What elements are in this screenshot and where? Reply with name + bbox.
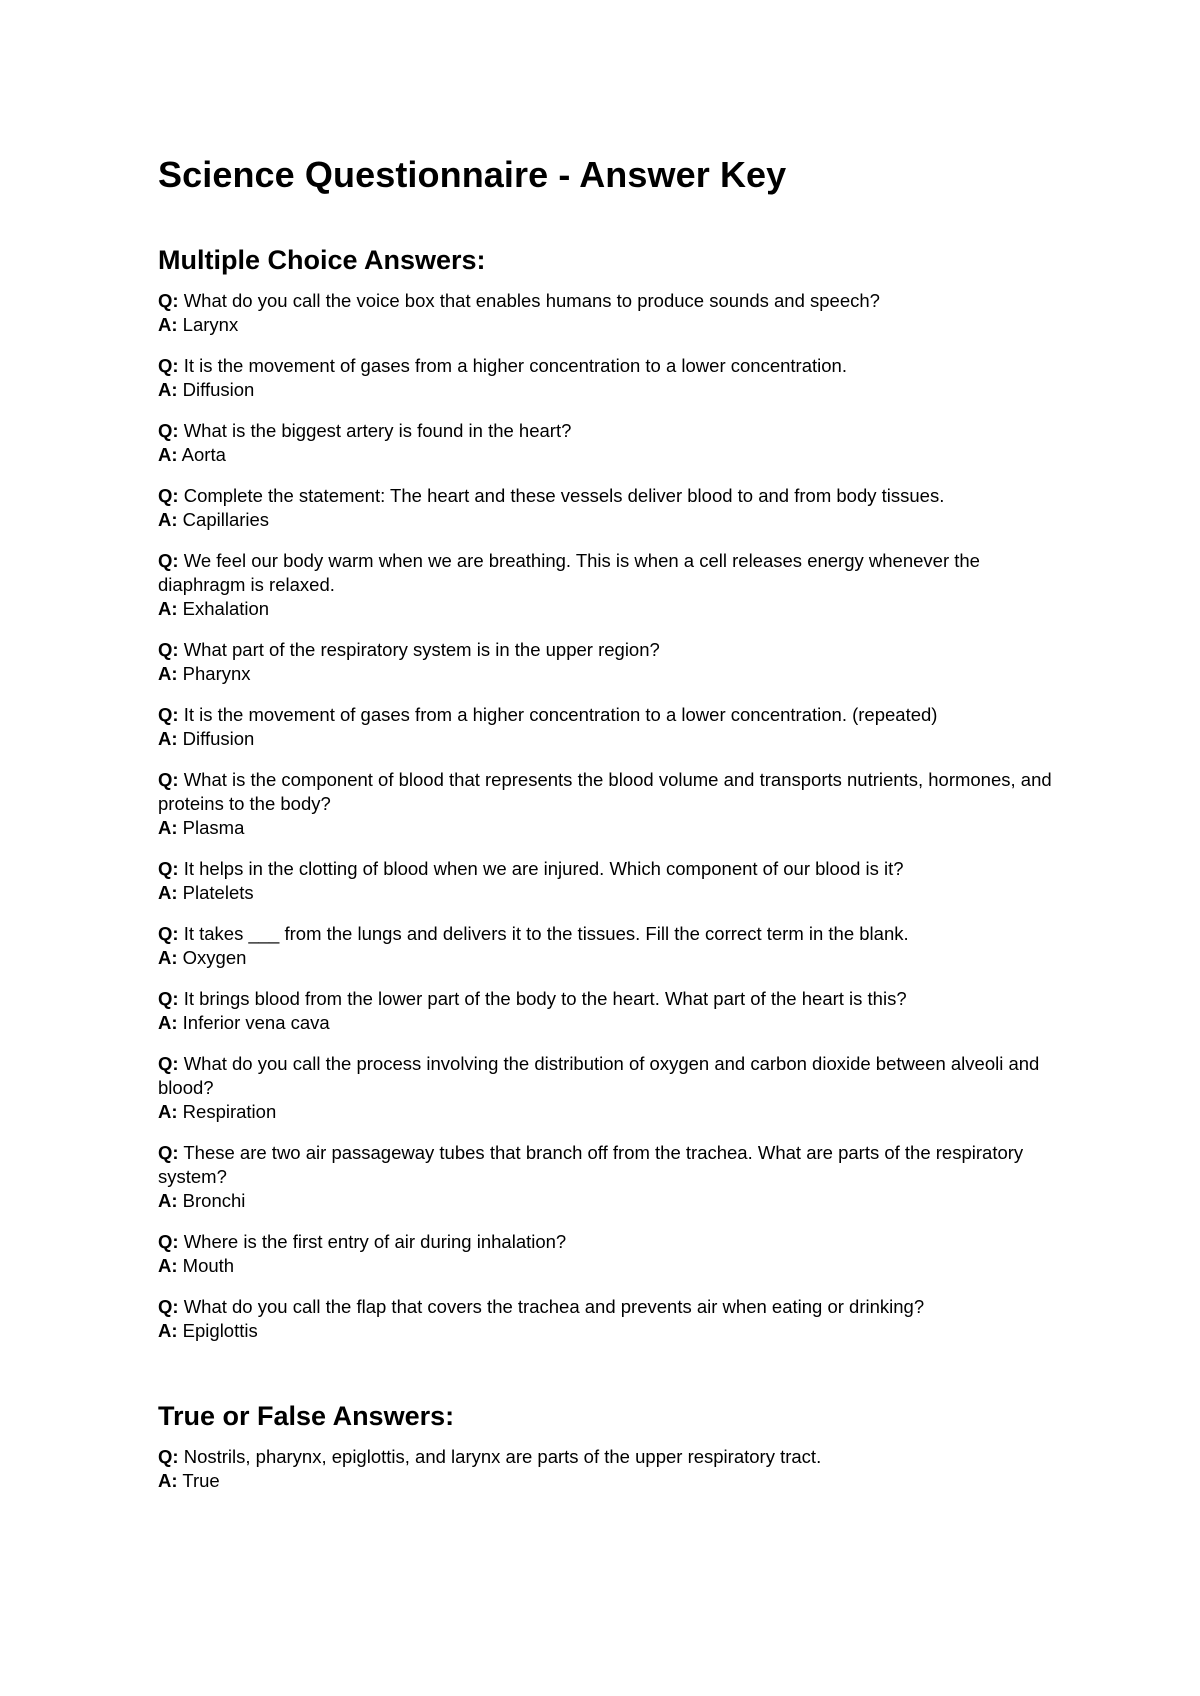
question-text: It is the movement of gases from a higher concentration to a lower concentration. bbox=[183, 355, 847, 376]
question-text: Nostrils, pharynx, epiglottis, and larynx are parts of the upper respiratory tract. bbox=[183, 1446, 822, 1467]
answer-text: Aorta bbox=[181, 444, 226, 465]
answer-label: A: bbox=[158, 1101, 178, 1122]
question-text: What is the component of blood that represents the blood volume and transports nutrients, hormones, and proteins to the body? bbox=[158, 769, 1052, 814]
answer-text: Oxygen bbox=[182, 947, 247, 968]
answer-text: Diffusion bbox=[182, 379, 255, 400]
answer-text: Larynx bbox=[182, 314, 239, 335]
answer-label: A: bbox=[158, 314, 178, 335]
qa-item bbox=[158, 638, 1058, 686]
answer-line bbox=[158, 1319, 1058, 1343]
answer-label: A: bbox=[158, 598, 178, 619]
answer-line bbox=[158, 881, 1058, 905]
true-false-list bbox=[158, 1445, 1058, 1493]
question-line bbox=[158, 1052, 1058, 1100]
answer-line bbox=[158, 508, 1058, 532]
question-line bbox=[158, 922, 1058, 946]
question-label: Q: bbox=[158, 988, 179, 1009]
answer-text: Plasma bbox=[182, 817, 245, 838]
question-label: Q: bbox=[158, 290, 179, 311]
question-line bbox=[158, 1230, 1058, 1254]
qa-item bbox=[158, 549, 1058, 621]
answer-line bbox=[158, 1254, 1058, 1278]
question-label: Q: bbox=[158, 1142, 179, 1163]
question-label: Q: bbox=[158, 769, 179, 790]
qa-item bbox=[158, 922, 1058, 970]
answer-label: A: bbox=[158, 1012, 178, 1033]
answer-line bbox=[158, 816, 1058, 840]
answer-label: A: bbox=[158, 947, 178, 968]
question-label: Q: bbox=[158, 639, 179, 660]
answer-text: Mouth bbox=[182, 1255, 235, 1276]
question-line bbox=[158, 857, 1058, 881]
qa-item bbox=[158, 1445, 1058, 1493]
qa-item bbox=[158, 987, 1058, 1035]
question-text: It brings blood from the lower part of the body to the heart. What part of the heart is this? bbox=[183, 988, 907, 1009]
answer-line bbox=[158, 378, 1058, 402]
answer-label: A: bbox=[158, 1470, 178, 1491]
question-text: What is the biggest artery is found in the heart? bbox=[183, 420, 572, 441]
answer-line bbox=[158, 1189, 1058, 1213]
answer-line bbox=[158, 313, 1058, 337]
qa-item bbox=[158, 857, 1058, 905]
question-line bbox=[158, 354, 1058, 378]
qa-item bbox=[158, 1141, 1058, 1213]
answer-text: Exhalation bbox=[182, 598, 270, 619]
question-text: What do you call the flap that covers the trachea and prevents air when eating or drinking? bbox=[183, 1296, 925, 1317]
question-text: What do you call the process involving the distribution of oxygen and carbon dioxide between alveoli and blood? bbox=[158, 1053, 1040, 1098]
answer-label: A: bbox=[158, 882, 178, 903]
answer-text: Epiglottis bbox=[182, 1320, 258, 1341]
question-line bbox=[158, 1141, 1058, 1189]
question-text: Complete the statement: The heart and these vessels deliver blood to and from body tissues. bbox=[183, 485, 945, 506]
answer-line bbox=[158, 1469, 1058, 1493]
answer-text: Pharynx bbox=[182, 663, 251, 684]
answer-line bbox=[158, 946, 1058, 970]
qa-item bbox=[158, 1052, 1058, 1124]
question-line bbox=[158, 768, 1058, 816]
question-text: Where is the first entry of air during inhalation? bbox=[183, 1231, 567, 1252]
question-line bbox=[158, 419, 1058, 443]
answer-label: A: bbox=[158, 1190, 178, 1211]
true-false-heading: True or False Answers: bbox=[158, 1401, 455, 1431]
answer-text: Inferior vena cava bbox=[182, 1012, 330, 1033]
question-line bbox=[158, 549, 1058, 597]
question-label: Q: bbox=[158, 1053, 179, 1074]
multiple-choice-heading: Multiple Choice Answers: bbox=[158, 245, 486, 275]
question-label: Q: bbox=[158, 923, 179, 944]
question-label: Q: bbox=[158, 485, 179, 506]
qa-item bbox=[158, 354, 1058, 402]
question-text: What do you call the voice box that enables humans to produce sounds and speech? bbox=[183, 290, 880, 311]
qa-item bbox=[158, 289, 1058, 337]
question-line bbox=[158, 987, 1058, 1011]
answer-line bbox=[158, 1011, 1058, 1035]
question-label: Q: bbox=[158, 1296, 179, 1317]
answer-line bbox=[158, 727, 1058, 751]
question-label: Q: bbox=[158, 420, 179, 441]
answer-line bbox=[158, 443, 1058, 467]
qa-item bbox=[158, 703, 1058, 751]
answer-label: A: bbox=[158, 817, 178, 838]
answer-label: A: bbox=[158, 1255, 178, 1276]
document-page bbox=[158, 154, 1058, 1510]
question-line bbox=[158, 289, 1058, 313]
answer-label: A: bbox=[158, 663, 178, 684]
question-label: Q: bbox=[158, 355, 179, 376]
question-label: Q: bbox=[158, 1446, 179, 1467]
multiple-choice-list bbox=[158, 289, 1058, 1343]
answer-line bbox=[158, 1100, 1058, 1124]
question-line bbox=[158, 1295, 1058, 1319]
qa-item bbox=[158, 768, 1058, 840]
qa-item bbox=[158, 484, 1058, 532]
question-line bbox=[158, 1445, 1058, 1469]
answer-label: A: bbox=[158, 1320, 178, 1341]
qa-item bbox=[158, 1295, 1058, 1343]
answer-text: Bronchi bbox=[182, 1190, 246, 1211]
answer-label: A: bbox=[158, 509, 178, 530]
question-line bbox=[158, 638, 1058, 662]
question-label: Q: bbox=[158, 550, 179, 571]
qa-item bbox=[158, 419, 1058, 467]
question-line bbox=[158, 703, 1058, 727]
answer-label: A: bbox=[158, 379, 178, 400]
question-text: What part of the respiratory system is in the upper region? bbox=[183, 639, 660, 660]
answer-label: A: bbox=[158, 728, 178, 749]
question-label: Q: bbox=[158, 704, 179, 725]
qa-item bbox=[158, 1230, 1058, 1278]
answer-text: Diffusion bbox=[182, 728, 255, 749]
answer-line bbox=[158, 662, 1058, 686]
answer-text: Respiration bbox=[182, 1101, 277, 1122]
question-label: Q: bbox=[158, 1231, 179, 1252]
question-text: These are two air passageway tubes that branch off from the trachea. What are parts of the respiratory system? bbox=[158, 1142, 1024, 1187]
document-title: Science Questionnaire - Answer Key bbox=[158, 154, 787, 195]
question-line bbox=[158, 484, 1058, 508]
question-text: It takes ___ from the lungs and delivers it to the tissues. Fill the correct term in the blank. bbox=[183, 923, 909, 944]
question-label: Q: bbox=[158, 858, 179, 879]
question-text: It helps in the clotting of blood when we are injured. Which component of our blood is it? bbox=[183, 858, 904, 879]
question-text: We feel our body warm when we are breathing. This is when a cell releases energy whenever the diaphragm is relaxed. bbox=[158, 550, 980, 595]
answer-line bbox=[158, 597, 1058, 621]
question-text: It is the movement of gases from a higher concentration to a lower concentration. (repeated) bbox=[183, 704, 938, 725]
answer-text: Capillaries bbox=[182, 509, 270, 530]
answer-text: True bbox=[182, 1470, 220, 1491]
answer-label: A: bbox=[158, 444, 178, 465]
answer-text: Platelets bbox=[182, 882, 254, 903]
